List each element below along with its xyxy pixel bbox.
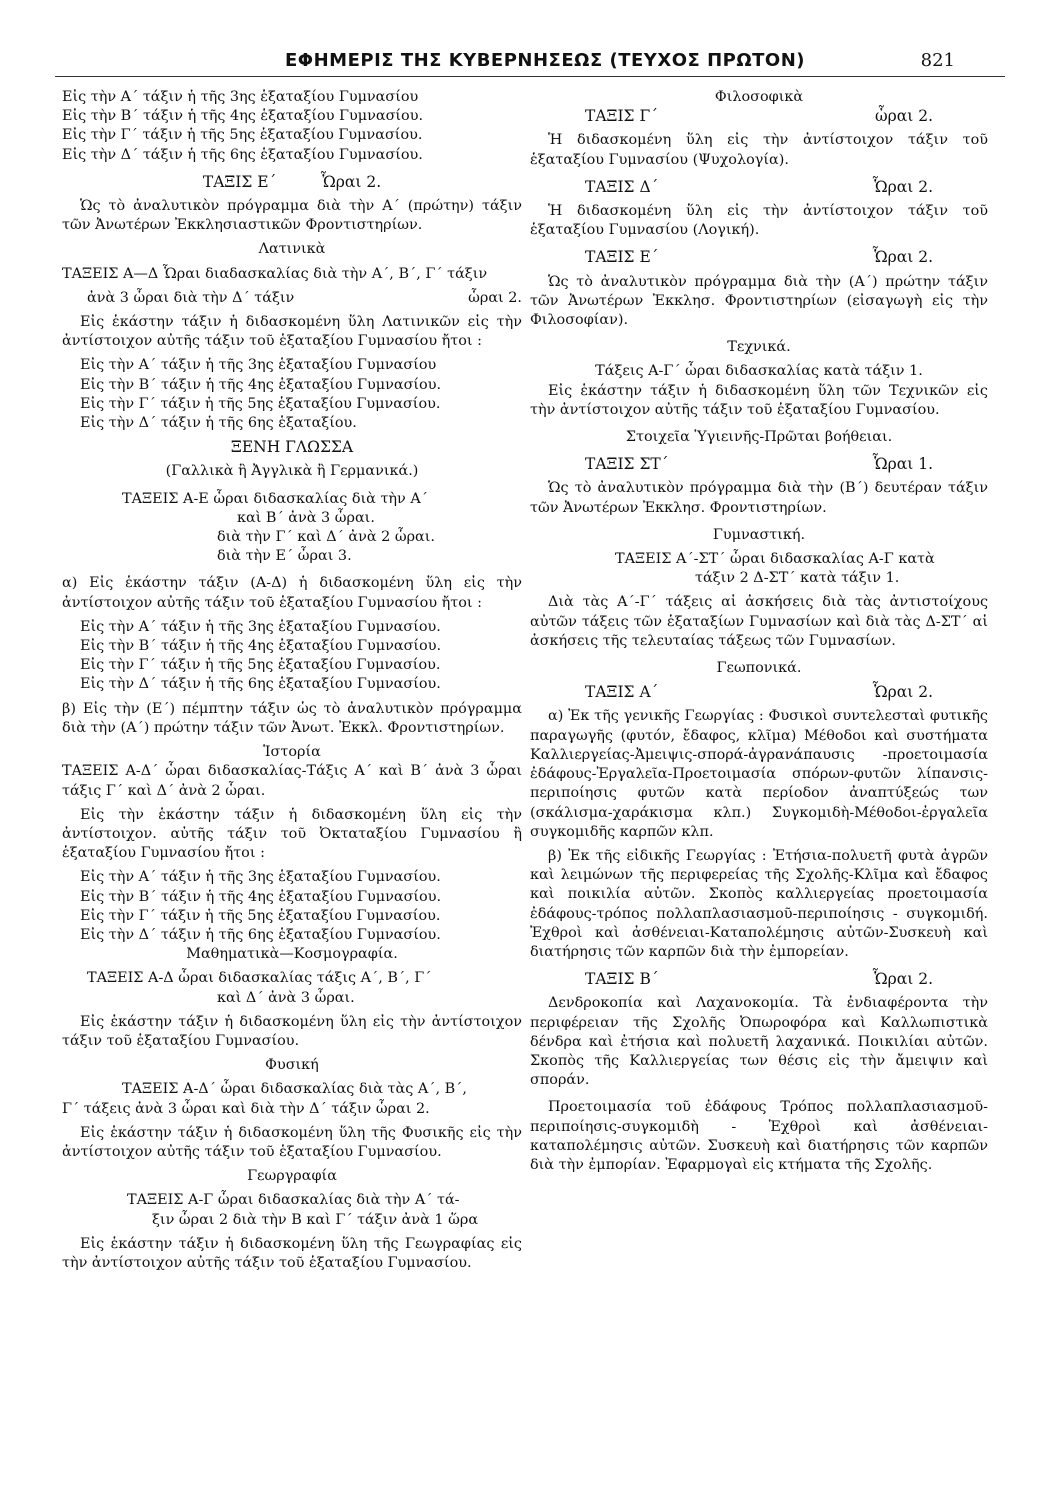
taxeis-heading: ΤΑΞΕΙΣ Α-Δ΄ ὧραι διδασκαλίας-Τάξις Α΄ καὶ Β΄ ἀνὰ 3 ὧραι τάξις Γ΄ καὶ Δ΄ ἀνὰ 2 ὧραι.	[62, 763, 522, 799]
class-line: Εἰς τὴν Γ΄ τάξιν ἡ τῆς 5ης ἑξαταξίου Γυμνασίου.	[62, 127, 423, 144]
section-title: Φυσική	[265, 1057, 319, 1074]
taxis-label: ΤΑΞΙΣ ΣΤ΄	[585, 455, 669, 474]
taxis-heading	[530, 455, 988, 474]
class-line: Εἰς τὴν Δ΄ τάξιν ἡ τῆς 6ης ἑξαταξίου Γυμνασίου.	[62, 146, 423, 163]
taxis-label: ΤΑΞΙΣ Β΄	[585, 970, 659, 989]
class-line: Εἰς τὴν Α΄ τάξιν ἡ τῆς 3ης ἑξαταξίου Γυμνασίου.	[80, 618, 441, 635]
class-line: Εἰς τὴν Δ΄ τάξιν ἡ τῆς 6ης ἑξαταξίου.	[80, 415, 357, 432]
paragraph: Εἰς ἑκάστην τάξιν ἡ διδασκομένη ὕλη τῆς Γεωγραφίας εἰς τὴν ἀντίστοιχον αὐτῆς τάξιν τοῦ ἑξαταξίου Γυμνασίου.	[62, 1235, 522, 1271]
taxeis-heading: ΤΑΞΕΙΣ Α-Ε ὧραι διδασκαλίας διὰ τὴν Α΄	[122, 490, 428, 507]
taxis-hours: Ὧραι 2.	[872, 683, 933, 702]
taxis-hours: Ὧραι 2.	[872, 970, 933, 989]
taxeis-heading: καὶ Δ΄ ἀνὰ 3 ὧραι.	[217, 989, 355, 1006]
right-column	[530, 88, 988, 1175]
paragraph: Εἰς ἑκάστην τάξιν ἡ διδασκομένη ὕλη τῆς Φυσικῆς εἰς τὴν ἀντίστοιχον αὐτῆς τάξιν τοῦ ἑξαταξίου Γυμνασίου.	[62, 1124, 522, 1160]
class-line: Εἰς τὴν Α΄ τάξιν ἡ τῆς 3ης ἑξαταξίου Γυμνασίου	[62, 89, 419, 105]
heading-hours: ὧραι 2.	[468, 289, 522, 306]
taxis-hours: Ὧραι 2.	[872, 177, 933, 196]
paragraph: Ὡς τὸ ἀναλυτικὸν πρόγραμμα διὰ τὴν (Β΄) δευτέραν τάξιν τῶν Ἀνωτέρων Ἐκκλησ. Φροντιστηρίων.	[530, 480, 988, 516]
taxis-heading	[62, 173, 522, 192]
paragraph: α) Εἰς ἑκάστην τάξιν (Α-Δ) ἡ διδασκομένη ὕλη εἰς τὴν ἀντίστοιχον αὐτῆς τάξιν τοῦ ἑξαταξίου Γυμνασίου ἤτοι :	[62, 575, 522, 611]
taxis-heading	[530, 107, 988, 126]
paragraph: Δενδροκοπία καὶ Λαχανοκομία. Τὰ ἐνδιαφέροντα τὴν περιφέρειαν τῆς Σχολῆς Ὀπωροφόρα καὶ Καλλωπιστικὰ δένδρα καὶ ἐτήσια καὶ πολυετῆ λαχανικά. Ποικιλίαι αὐτῶν. Σκοπὸς τῆς Καλλιεργείας των θέσις εἰς τὴν ἄμειψιν καὶ σποράν.	[530, 995, 988, 1089]
left-column	[62, 88, 522, 1273]
taxeis-heading: ΤΑΞΕΙΣ Α΄-ΣΤ΄ ὧραι διδασκαλίας Α-Γ κατὰ	[615, 551, 935, 568]
section-title: Φιλοσοφικὰ	[714, 89, 804, 105]
class-line: Εἰς τὴν Γ΄ τάξιν ἡ τῆς 5ης ἑξαταξίου Γυμνασίου.	[80, 907, 441, 924]
taxis-label: ΤΑΞΙΣ Α΄	[585, 683, 659, 702]
paragraph: Εἰς ἑκάστην τάξιν ἡ διδασκομένη ὕλη εἰς τὴν ἀντίστοιχον τάξιν τοῦ ἑξαταξίου Γυμνασίου.	[62, 1013, 522, 1049]
taxeis-heading: διὰ τὴν Ε΄ ὧραι 3.	[217, 548, 352, 565]
taxis-heading	[530, 178, 988, 197]
section-title: Στοιχεῖα Ὑγιεινῆς-Πρῶται βοήθειαι.	[625, 429, 893, 446]
paragraph: β) Εἰς τὴν (Ε΄) πέμπτην τάξιν ὡς τὸ ἀναλυτικὸν πρόγραμμα διὰ τὴν (Α΄) πρώτην τάξιν τῶν Ἀνωτ. Ἐκκλ. Φροντιστηρίων.	[62, 700, 522, 736]
section-title: Γεωργραφία	[247, 1168, 337, 1185]
section-title: Τεχνικά.	[727, 339, 791, 356]
section-title: Γεωπονικά.	[716, 660, 802, 677]
header-title: ΕΦΗΜΕΡΙΣ ΤΗΣ ΚΥΒΕΡΝΗΣΕΩΣ (ΤΕΥΧΟΣ ΠΡΩΤΟΝ)	[285, 50, 806, 71]
section-title: Λατινικὰ	[258, 241, 326, 258]
class-line: Εἰς τὴν Β΄ τάξιν ἡ τῆς 4ης ἑξαταξίου Γυμνασίου.	[80, 376, 442, 393]
taxeis-heading: ΤΑΞΕΙΣ Α—Δ Ὧραι διαδασκαλίας διὰ τὴν Α΄, Β΄, Γ΄ τάξιν	[62, 265, 488, 282]
heading-text: ἀνὰ 3 ὧραι διὰ τὴν Δ΄ τάξιν	[87, 289, 295, 306]
class-line: Εἰς τὴν Β΄ τάξιν ἡ τῆς 4ης ἑξαταξίου Γυμνασίου.	[80, 888, 442, 905]
paragraph: Διὰ τὰς Α΄-Γ΄ τάξεις αἱ ἀσκήσεις διὰ τὰς ἀντιστοίχους αὐτῶν τάξεις τῶν ἑξαταξίων Γυμνασίων καὶ διὰ τὰς Δ-ΣΤ΄ αἱ ἀσκήσεις τῆς τελευταίας τάξεως τῶν Γυμνασίων.	[530, 594, 988, 649]
class-line: Εἰς τὴν Β΄ τάξιν ἡ τῆς 4ης ἑξαταξίου Γυμνασίου.	[80, 638, 442, 655]
taxis-label: ΤΑΞΙΣ Ε΄	[202, 172, 277, 191]
paragraph: β) Ἐκ τῆς εἰδικῆς Γεωργίας : Ἐτήσια-πολυετῆ φυτὰ ἀγρῶν καὶ λειμώνων τῆς περιφερείας τῆς Σχολῆς-Κλῖμα καὶ ἔδαφος καὶ ποικιλία αὐτῶν. Σκοπὸς καλλιεργείας προετοιμασία ἐδάφους-τρόπος πολλαπλασιασμοῦ-περιποίησις - συγκομιδή. Ἐχθροὶ καὶ ἀσθένειαι-Καταπολέμησις αὐτῶν-Συσκευὴ καὶ διατήρησις τῶν καρπῶν διὰ τὴν ἐμπορείαν.	[530, 847, 988, 960]
taxeis-heading	[62, 289, 522, 308]
taxis-hours: ὧραι 2.	[874, 107, 933, 126]
paragraph: Προετοιμασία τοῦ ἐδάφους Τρόπος πολλαπλασιασμοῦ-περιποίησις-συγκομιδὴ - Ἐχθροὶ καὶ ἀσθένειαι-καταπολέμησις αὐτῶν. Συσκευὴ καὶ διατήρησις τῶν καρπῶν διὰ τὴν ἐμπορίαν. Ἐφαρμογαὶ εἰς κτήματα τῆς Σχολῆς.	[530, 1099, 988, 1173]
taxeis-heading: τάξιν 2 Δ-ΣΤ΄ κατὰ τάξιν 1.	[695, 570, 900, 587]
paragraph: Ἡ διδασκομένη ὕλη εἰς τὴν ἀντίστοιχον τάξιν τοῦ ἑξαταξίου Γυμνασίου (Λογική).	[530, 203, 988, 239]
paragraph: Εἰς τὴν ἑκάστην τάξιν ἡ διδασκομένη ὕλη εἰς τὴν ἀντίστοιχον. αὐτῆς τάξιν τοῦ Ὀκταταξίου Γυμνασίου ἢ ἑξαταξίου Γυμνασίου ἤτοι :	[62, 806, 522, 862]
class-line: Εἰς τὴν Γ΄ τάξιν ἡ τῆς 5ης ἑξαταξίου Γυμνασίου.	[80, 395, 441, 412]
paragraph: Εἰς ἑκάστην τάξιν ἡ διδασκομένη ὕλη τῶν Τεχνικῶν εἰς τὴν ἀντίστοιχον αὐτῆς τάξιν τοῦ ἑξαταξίου Γυμνασίου.	[530, 382, 988, 418]
paragraph: Εἰς ἑκάστην τάξιν ἡ διδασκομένη ὕλη Λατινικῶν εἰς τὴν ἀντίστοιχον αὐτῆς τάξιν τοῦ ἑξαταξίου Γυμνασίου ἤτοι :	[62, 314, 522, 350]
taxis-hours: Ὧραι 2.	[872, 248, 933, 267]
class-line: Εἰς τὴν Α΄ τάξιν ἡ τῆς 3ης ἑξαταξίου Γυμνασίου.	[80, 869, 441, 886]
class-line: Εἰς τὴν Γ΄ τάξιν ἡ τῆς 5ης ἑξαταξίου Γυμνασίου.	[80, 657, 441, 674]
class-line: Εἰς τὴν Δ΄ τάξιν ἡ τῆς 6ης ἑξαταξίου Γυμνασίου.	[80, 926, 441, 943]
paragraph: Ὡς τὸ ἀναλυτικὸν πρόγραμμα διὰ τὴν Α΄ (πρώτην) τάξιν τῶν Ἀνωτέρων Ἐκκλησιαστικῶν Φροντιστηρίων.	[62, 198, 522, 234]
page-number: 821	[920, 50, 955, 71]
paragraph: α) Ἐκ τῆς γενικῆς Γεωργίας : Φυσικοὶ συντελεσταὶ φυτικῆς παραγωγῆς (φυτόν, ἔδαφος, κλῖμα) Μέθοδοι καὶ συστήματα Καλλιεργείας-Ἀμειψις-σπορά-ἀγρανάπαυσις -προετοιμασία ἐδάφους-Ἐργαλεῖα-Προετοιμασία σπόρων-φυτῶν λίπανσις-περιποίησις φυτῶν κατὰ περίοδον ἀναπτύξεώς των (σκάλισμα-χαράκισμα κλπ.) Συγκομιδὴ-Μέθοδοι-ἐργαλεῖα συγκομιδῆς καρπῶν κλπ.	[530, 708, 988, 840]
taxeis-heading: ξιν ὧραι 2 διὰ τὴν Β καὶ Γ΄ τάξιν ἀνὰ 1 ὥρα	[152, 1211, 479, 1228]
class-line: Εἰς τὴν Α΄ τάξιν ἡ τῆς 3ης ἑξαταξίου Γυμνασίου	[80, 357, 437, 374]
section-subtitle: (Γαλλικὰ ἢ Ἀγγλικὰ ἢ Γερμανικά.)	[165, 463, 419, 480]
taxis-hours: Ὧραι 1.	[872, 455, 933, 474]
taxeis-heading: ΤΑΞΕΙΣ Α-Γ ὧραι διδασκαλίας διὰ τὴν Α΄ τά-	[127, 1192, 460, 1209]
taxis-heading	[530, 970, 988, 989]
taxeis-heading: ΤΑΞΕΙΣ Α-Δ ὧραι διδασκαλίας τάξις Α΄, Β΄, Γ΄	[87, 970, 432, 987]
taxis-label: ΤΑΞΙΣ Δ΄	[585, 177, 659, 196]
paragraph: Ὡς τὸ ἀναλυτικὸν πρόγραμμα διὰ τὴν (Α΄) πρώτην τάξιν τῶν Ἀνωτέρων Ἐκκλησ. Φροντιστηρίων (εἰσαγωγὴ εἰς τὴν Φιλοσοφίαν).	[530, 273, 988, 329]
taxeis-heading: ΤΑΞΕΙΣ Α-Δ΄ ὧραι διδασκαλίας διὰ τὰς Α΄, Β΄,	[122, 1081, 467, 1098]
taxis-label: ΤΑΞΙΣ Γ΄	[585, 107, 658, 126]
section-title: Ἱστορία	[263, 744, 321, 761]
taxis-heading	[530, 248, 988, 267]
class-line: Εἰς τὴν Δ΄ τάξιν ἡ τῆς 6ης ἑξαταξίου Γυμνασίου.	[80, 676, 441, 693]
taxeis-heading: Γ΄ τάξεις ἀνὰ 3 ὧραι καὶ διὰ τὴν Δ΄ τάξιν ὧραι 2.	[62, 1100, 430, 1117]
page-header	[55, 46, 1005, 77]
section-title: Γυμναστική.	[712, 526, 806, 543]
class-line: Εἰς τὴν Β΄ τάξιν ἡ τῆς 4ης ἑξαταξίου Γυμνασίου.	[62, 108, 424, 125]
paragraph: Ἡ διδασκομένη ὕλη εἰς τὴν ἀντίστοιχον τάξιν τοῦ ἑξαταξίου Γυμνασίου (Ψυχολογία).	[530, 132, 988, 168]
section-title: ΞΕΝΗ ΓΛΩΣΣΑ	[230, 438, 354, 457]
section-title: Μαθηματικὰ—Κοσμογραφία.	[186, 946, 398, 963]
taxeis-heading: καὶ Β΄ ἀνὰ 3 ὧραι.	[237, 509, 375, 526]
taxeis-heading: Τάξεις Α-Γ΄ ὧραι διδασκαλίας κατὰ τάξιν 1.	[595, 363, 923, 380]
taxis-hours: Ὧραι 2.	[320, 172, 382, 191]
taxis-heading	[530, 683, 988, 702]
taxeis-heading: διὰ τὴν Γ΄ καὶ Δ΄ ἀνὰ 2 ὧραι.	[217, 529, 435, 546]
taxis-label: ΤΑΞΙΣ Ε΄	[585, 248, 659, 267]
